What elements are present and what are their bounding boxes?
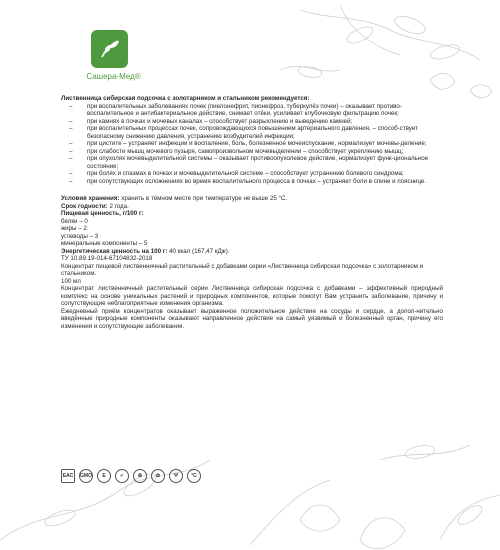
list-item: – при болях и спазмах в почках и мочевыделительной системе – способствует устранению болевого синдрома; <box>61 170 443 178</box>
brand-logo <box>91 30 128 68</box>
natural-product-icon: ✓ <box>115 469 129 483</box>
shelf-life <box>61 203 443 211</box>
product-description: Концентрат пищевой лиственничный растительный с добавками серии «Лиственница сибирская подсочка» с золотарником и стальником. <box>61 262 424 277</box>
certification-marks <box>61 469 201 483</box>
about-paragraph: Ежедневный приём концентратов оказывает выраженное положительное действие на сосуды и сердце, а допол-нительно введённые природные компоненты оказывают направленное действие на самый уязвимый и болезненный орган, причину его изменения и сопутствующие заболевания. <box>61 307 443 330</box>
glass-fork-icon: Ψ <box>169 469 183 483</box>
storage-text: хранить в тёмном месте при температуре не выше 25 °С. <box>119 195 288 202</box>
no-e-additives-icon: E <box>97 469 111 483</box>
about-paragraph: Концентрат лиственничный растительный серии Лиственница сибирская подсочка с добавками – эффективный природный комплекс на основе уникальных растений и природных компонентов, которые помогут Вам устранить заболевание, причину и сопутствующие неблагоприятные изменения организма. <box>61 285 443 307</box>
brand-name: Сашера-Мед® <box>86 72 141 81</box>
list-item: – при слабости мышц мочевого пузыря, самопроизвольном мочевыделении – способствует укреплению мышц; <box>61 148 443 156</box>
recycle-icon: ♻ <box>133 469 147 483</box>
nutrition-block <box>61 210 443 255</box>
product-leaflet <box>61 95 443 330</box>
list-item: – при цистите – устраняет инфекции и воспаление, боль, болезненное мочеиспускание, нормализует мочевы-деление; <box>61 140 443 148</box>
gmo-free-icon: GMO <box>79 469 93 483</box>
energy-label: Энергетическая ценность на 100 г: <box>61 247 168 255</box>
leaf-logo-icon <box>97 36 123 62</box>
nutrition-row: белки – 0 <box>61 217 88 225</box>
recommendation-title: Лиственница сибирская подсочка с золотарником и стальником рекомендуется: <box>61 95 310 102</box>
list-item: – при воспалительных заболеваниях почек (пиелонефрит, пионефроз, туберкулёз почки) – оказывает противо-воспалительное и антибактериальное действие, снимает отёки, усиливает клубочковую фильтрацию почек; <box>61 103 443 118</box>
nutrition-row: минеральные компоненты – 5 <box>61 240 148 247</box>
list-item: – при опухолях мочевыделительной системы – оказывает противоопухолевое действие, нормализует функ-циональное состояние; <box>61 155 443 170</box>
energy-text: 40 ккал (167,47 кДж). <box>167 247 230 255</box>
tu-code: ТУ 10.89.19-014-67104832-2018 <box>61 255 153 262</box>
list-item: – при камнях в почках и мочевых каналах – способствует разрыхлению и выведению камней; <box>61 118 443 126</box>
temperature-icon: °C <box>187 469 201 483</box>
storage-label: Условия хранения: <box>61 195 120 202</box>
storage-conditions <box>61 195 443 203</box>
eac-mark-icon: ЕАС <box>61 469 75 483</box>
nutrition-title: Пищевая ценность, г/100 г: <box>61 210 144 217</box>
shelf-life-text: 2 года. <box>107 202 129 210</box>
uses-list <box>61 103 443 186</box>
nutrition-row: жиры – 2 <box>61 225 87 232</box>
eco-leaf-icon: ✿ <box>151 469 165 483</box>
volume: 100 мл <box>61 277 81 285</box>
list-item: – при воспалительных процессах почек, сопровождающихся повышением артериального давления, – способ-ствует безопасному снижению давления, устранению возбудителей инфекции; <box>61 125 443 140</box>
nutrition-row: углеводы – 3 <box>61 232 99 240</box>
list-item: – при сопутствующих осложнениях во время воспалительного процесса в почках – устраняет боли в спине и пояснице. <box>61 178 443 186</box>
shelf-life-label: Срок годности: <box>61 202 108 210</box>
